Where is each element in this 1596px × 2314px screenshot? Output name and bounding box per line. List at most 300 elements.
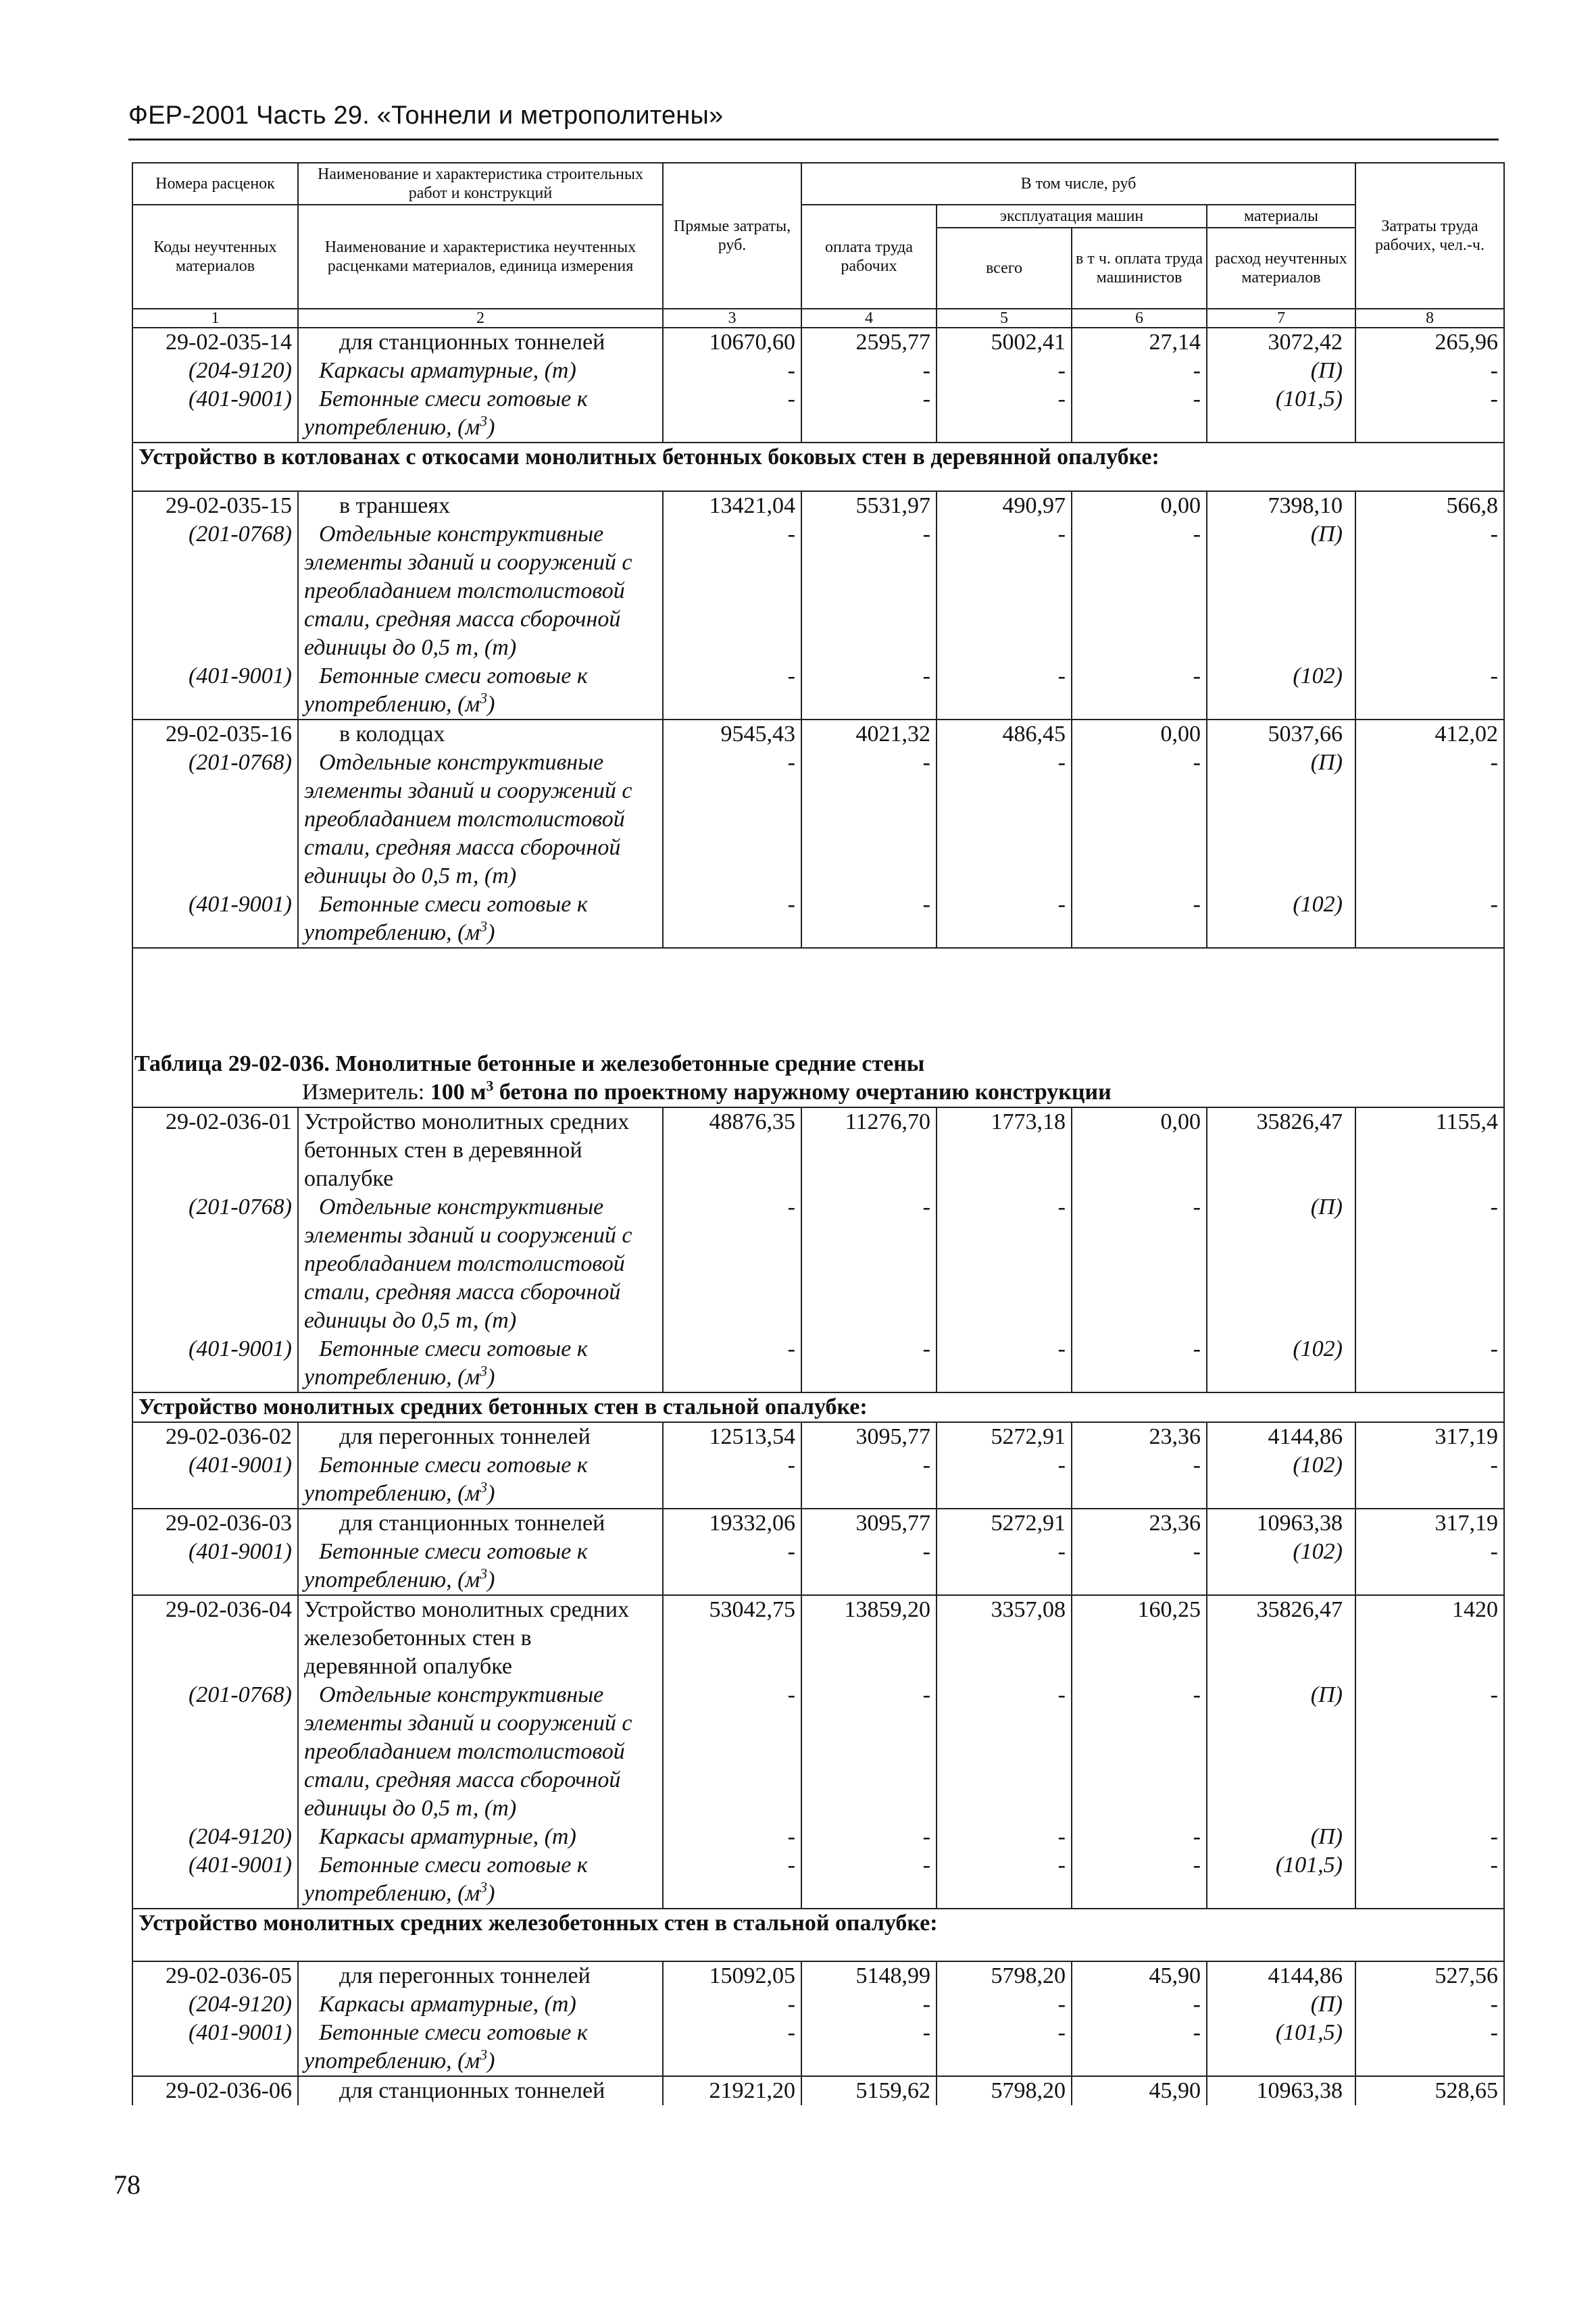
material-code: (401-9001) [132,1851,298,1909]
value-c5: - [937,1823,1072,1851]
material-name [298,890,663,948]
unit-superscript: 3 [480,1362,488,1380]
material-row [132,385,1504,443]
value-c5: 1773,18 [937,1107,1072,1193]
material-code: (401-9001) [132,385,298,443]
value-c3: - [663,520,801,662]
value-c4: - [801,1681,937,1823]
rate-name: в траншеях [298,491,663,520]
value-c6: 0,00 [1072,1107,1207,1193]
value-c3: - [663,890,801,948]
material-row [132,1538,1504,1595]
value-c3: - [663,1681,801,1823]
value-c3: - [663,357,801,385]
value-c5: - [937,1851,1072,1909]
measure-text [430,1080,1112,1105]
column-number: 4 [801,309,937,328]
header-machines: эксплуатация машин [937,205,1207,228]
material-unit-text: употреблению, (м [304,1365,480,1390]
rate-row [132,720,1504,749]
value-c6: 45,90 [1072,2076,1207,2105]
material-name-line [304,1480,657,1508]
material-name-line: преобладанием толстолистовой [304,1251,625,1276]
rate-row [132,1422,1504,1451]
header-machines-total: всего [937,228,1072,309]
measure-value: 100 м [430,1080,487,1105]
value-c3: - [663,2019,801,2076]
value-c8: - [1355,357,1504,385]
value-c4: - [801,1451,937,1509]
unit-superscript: 3 [480,2046,488,2063]
value-c8: - [1355,1823,1504,1851]
unit-close: ) [487,1365,495,1390]
unit-superscript: 3 [480,689,488,707]
value-c6: - [1072,1451,1207,1509]
value-c7: (102) [1207,662,1355,720]
value-c6: 23,36 [1072,1509,1207,1538]
value-c3: - [663,1335,801,1392]
value-c7: (П) [1207,1681,1355,1823]
table-title: Таблица 29-02-036. Монолитные бетонные и железобетонные средние стены [132,1050,1504,1078]
material-code: (401-9001) [132,1451,298,1509]
rate-name: для станционных тоннелей [298,328,663,357]
value-c6: - [1072,1681,1207,1823]
value-c6: - [1072,385,1207,443]
rate-name-line: бетонных стен в деревянной [304,1138,582,1163]
material-name: Каркасы арматурные, (т) [298,1990,663,2019]
value-c8: 527,56 [1355,1961,1504,1990]
value-c4: - [801,662,937,720]
value-c7: 7398,10 [1207,491,1355,520]
rate-name: для станционных тоннелей [298,1509,663,1538]
subheading: Устройство монолитных средних железобетонных стен в стальной опалубке: [132,1909,1504,1961]
material-name [298,749,663,890]
rate-row [132,2076,1504,2105]
header-codes: Коды неучтенных материалов [132,205,298,309]
header-name-top: Наименование и характеристика строительных работ и конструкций [298,163,663,205]
value-c8: 1155,4 [1355,1107,1504,1193]
table-title-row [132,1050,1504,1078]
value-c5: - [937,1990,1072,2019]
value-c5: 5002,41 [937,328,1072,357]
material-row [132,1823,1504,1851]
material-name-line: преобладанием толстолистовой [304,1739,625,1764]
value-c4: 5148,99 [801,1961,937,1990]
value-c4: 5531,97 [801,491,937,520]
material-unit-text: употреблению, (м [304,920,480,945]
header-name-bottom: Наименование и характеристика неучтенных расценками материалов, единица измерения [298,205,663,309]
value-c6: - [1072,520,1207,662]
value-c7: (102) [1207,890,1355,948]
value-c7: 3072,42 [1207,328,1355,357]
material-code: (204-9120) [132,1823,298,1851]
material-code: (204-9120) [132,1990,298,2019]
value-c6: 23,36 [1072,1422,1207,1451]
table-body [132,163,1504,2105]
material-name: Каркасы арматурные, (т) [298,1823,663,1851]
rate-name-line: деревянной опалубке [304,1654,512,1679]
value-c4: - [801,749,937,890]
value-c3: 10670,60 [663,328,801,357]
rate-name: в колодцах [298,720,663,749]
value-c8: - [1355,890,1504,948]
value-c6: - [1072,1851,1207,1909]
value-c4: 5159,62 [801,2076,937,2105]
value-c4: 4021,32 [801,720,937,749]
value-c6: 0,00 [1072,720,1207,749]
column-number: 8 [1355,309,1504,328]
value-c7: 35826,47 [1207,1595,1355,1681]
material-name [298,1538,663,1595]
value-c7: (102) [1207,1538,1355,1595]
value-c3: 15092,05 [663,1961,801,1990]
value-c3: - [663,749,801,890]
material-row [132,890,1504,948]
value-c4: 3095,77 [801,1422,937,1451]
material-name-line [304,2047,657,2076]
unit-close: ) [487,1881,495,1906]
value-c6: - [1072,749,1207,890]
value-c6: 160,25 [1072,1595,1207,1681]
value-c3: - [663,1538,801,1595]
unit-superscript: 3 [480,1878,488,1896]
value-c3: 48876,35 [663,1107,801,1193]
value-c8: - [1355,385,1504,443]
material-name [298,662,663,720]
material-name-line [304,1566,657,1594]
value-c3: - [663,1193,801,1335]
value-c8: - [1355,1451,1504,1509]
value-c7: (П) [1207,357,1355,385]
value-c3: 13421,04 [663,491,801,520]
material-row [132,662,1504,720]
header-materials-use: расход неучтенных материалов [1207,228,1355,309]
material-name-line [304,1880,657,1908]
value-c4: 3095,77 [801,1509,937,1538]
material-name-line: единицы до 0,5 т, (т) [304,1796,517,1821]
page-header-title: ФЕР-2001 Часть 29. «Тоннели и метрополитены» [128,101,724,130]
material-row [132,1681,1504,1823]
material-row [132,2019,1504,2076]
material-code: (401-9001) [132,662,298,720]
measure-row [132,1078,1504,1107]
value-c5: - [937,890,1072,948]
material-row [132,520,1504,662]
material-unit-text: употреблению, (м [304,1481,480,1506]
material-unit-text: употреблению, (м [304,1881,480,1906]
value-c3: - [663,1990,801,2019]
value-c6: - [1072,1538,1207,1595]
material-unit-text: употреблению, (м [304,692,480,717]
value-c4: - [801,1538,937,1595]
header-materials: материалы [1207,205,1355,228]
value-c8: - [1355,1335,1504,1392]
value-c5: - [937,1451,1072,1509]
material-row [132,1451,1504,1509]
subheading: Устройство в котлованах с откосами монолитных бетонных боковых стен в деревянной опалубке: [132,443,1504,491]
value-c6: - [1072,2019,1207,2076]
value-c6: - [1072,1193,1207,1335]
value-c8: - [1355,520,1504,662]
rate-code: 29-02-036-02 [132,1422,298,1451]
material-name-line: элементы зданий и сооружений с [304,550,632,575]
value-c5: - [937,749,1072,890]
material-name-line: стали, средняя масса сборочной [304,835,621,860]
material-name-line [304,413,657,442]
material-name-line: стали, средняя масса сборочной [304,1767,621,1792]
column-number: 3 [663,309,801,328]
unit-close: ) [487,920,495,945]
value-c7: 35826,47 [1207,1107,1355,1193]
header-labor-costs: Затраты труда рабочих, чел.-ч. [1355,163,1504,309]
material-row [132,1335,1504,1392]
material-name-line: единицы до 0,5 т, (т) [304,635,517,660]
value-c7: (102) [1207,1335,1355,1392]
value-c4: - [801,2019,937,2076]
value-c7: (П) [1207,520,1355,662]
value-c8: - [1355,2019,1504,2076]
material-row [132,1193,1504,1335]
value-c5: 5272,91 [937,1509,1072,1538]
value-c5: - [937,1538,1072,1595]
value-c8: - [1355,1851,1504,1909]
material-name-line: Отдельные конструктивные [319,522,604,547]
rate-row [132,328,1504,357]
material-code: (201-0768) [132,1681,298,1823]
rate-name [298,1595,663,1681]
subheading-row [132,1392,1504,1422]
rate-code: 29-02-036-03 [132,1509,298,1538]
page-number: 78 [114,2169,141,2200]
value-c3: - [663,1823,801,1851]
header-rule [128,139,1499,141]
value-c8: 317,19 [1355,1509,1504,1538]
material-name-line [304,690,657,719]
value-c8: 566,8 [1355,491,1504,520]
rate-name-line: Устройство монолитных средних [304,1597,630,1622]
value-c4: 11276,70 [801,1107,937,1193]
material-name-line: элементы зданий и сооружений с [304,1711,632,1736]
value-c5: 5798,20 [937,1961,1072,1990]
material-name [298,2019,663,2076]
value-c5: 5798,20 [937,2076,1072,2105]
material-name-line: Отдельные конструктивные [319,1194,604,1219]
material-row [132,1851,1504,1909]
material-code: (401-9001) [132,1538,298,1595]
header-including: В том числе, руб [801,163,1355,205]
value-c5: 5272,91 [937,1422,1072,1451]
value-c3: 53042,75 [663,1595,801,1681]
value-c4: - [801,357,937,385]
rate-name-line: Устройство монолитных средних [304,1109,630,1134]
material-code: (204-9120) [132,357,298,385]
value-c8: - [1355,1193,1504,1335]
material-code: (201-0768) [132,520,298,662]
value-c7: (101,5) [1207,385,1355,443]
value-c6: 0,00 [1072,491,1207,520]
rate-code: 29-02-036-01 [132,1107,298,1193]
header-machines-wages: в т ч. оплата труда машинистов [1072,228,1207,309]
value-c8: - [1355,749,1504,890]
material-name-line: Бетонные смеси готовые к [319,892,588,917]
header-row-2 [132,205,1504,228]
material-name-line: Бетонные смеси готовые к [319,1453,588,1478]
value-c4: - [801,520,937,662]
column-number: 2 [298,309,663,328]
value-c8: 412,02 [1355,720,1504,749]
header-rates-number: Номера расценок [132,163,298,205]
header-row-1 [132,163,1504,205]
material-name-line: элементы зданий и сооружений с [304,1223,632,1248]
material-name-line: единицы до 0,5 т, (т) [304,863,517,888]
value-c4: 2595,77 [801,328,937,357]
unit-close: ) [487,692,495,717]
value-c5: - [937,2019,1072,2076]
measure-prefix: Измеритель: [302,1080,430,1105]
rate-code: 29-02-035-15 [132,491,298,520]
material-code: (401-9001) [132,890,298,948]
material-row [132,749,1504,890]
subheading-row [132,443,1504,491]
value-c5: - [937,1193,1072,1335]
value-c5: - [937,1681,1072,1823]
value-c3: - [663,1851,801,1909]
value-c8: 1420 [1355,1595,1504,1681]
value-c5: - [937,1335,1072,1392]
material-name [298,1193,663,1335]
value-c8: - [1355,1681,1504,1823]
material-name-line: Бетонные смеси готовые к [319,386,588,411]
material-name-line: Отдельные конструктивные [319,750,604,775]
value-c5: 486,45 [937,720,1072,749]
header-direct-costs: Прямые затраты, руб. [663,163,801,309]
value-c4: - [801,890,937,948]
material-name-line: Бетонные смеси готовые к [319,2020,588,2045]
value-c6: - [1072,1335,1207,1392]
value-c7: 5037,66 [1207,720,1355,749]
value-c5: 3357,08 [937,1595,1072,1681]
spacer [132,948,1504,1050]
header-wages: оплата труда рабочих [801,205,937,309]
rate-code: 29-02-036-06 [132,2076,298,2105]
material-name-line: единицы до 0,5 т, (т) [304,1308,517,1333]
column-number: 7 [1207,309,1355,328]
value-c7: (101,5) [1207,2019,1355,2076]
value-c3: - [663,385,801,443]
value-c3: - [663,1451,801,1509]
column-number: 6 [1072,309,1207,328]
material-name-line: Бетонные смеси готовые к [319,1539,588,1564]
material-name-line: стали, средняя масса сборочной [304,607,621,632]
value-c8: 528,65 [1355,2076,1504,2105]
value-c6: 27,14 [1072,328,1207,357]
rate-name-line: опалубке [304,1166,394,1191]
value-c7: 4144,86 [1207,1961,1355,1990]
rate-name-line: железобетонных стен в [304,1626,532,1651]
rate-name: для перегонных тоннелей [298,1422,663,1451]
rate-code: 29-02-036-05 [132,1961,298,1990]
rate-name [298,1107,663,1193]
rate-row [132,1107,1504,1193]
unit-superscript: 3 [480,1478,488,1496]
material-name-line: преобладанием толстолистовой [304,578,625,603]
value-c4: 13859,20 [801,1595,937,1681]
value-c5: - [937,357,1072,385]
material-unit-text: употреблению, (м [304,415,480,440]
rates-table [132,162,1505,2105]
material-row [132,357,1504,385]
material-name-line: элементы зданий и сооружений с [304,778,632,803]
value-c3: - [663,662,801,720]
material-name [298,1851,663,1909]
value-c7: 4144,86 [1207,1422,1355,1451]
value-c4: - [801,1823,937,1851]
material-code: (201-0768) [132,749,298,890]
value-c4: - [801,1335,937,1392]
value-c3: 9545,43 [663,720,801,749]
material-code: (201-0768) [132,1193,298,1335]
value-c7: 10963,38 [1207,1509,1355,1538]
rate-row [132,491,1504,520]
column-number: 1 [132,309,298,328]
value-c5: 490,97 [937,491,1072,520]
rate-code: 29-02-035-14 [132,328,298,357]
value-c6: 45,90 [1072,1961,1207,1990]
rate-name: для перегонных тоннелей [298,1961,663,1990]
material-name-line: стали, средняя масса сборочной [304,1280,621,1305]
rate-row [132,1595,1504,1681]
material-name: Каркасы арматурные, (т) [298,357,663,385]
spacer-row [132,948,1504,1050]
value-c6: - [1072,1823,1207,1851]
value-c6: - [1072,662,1207,720]
measure-superscript: 3 [486,1078,494,1095]
material-name [298,385,663,443]
rate-name: для станционных тоннелей [298,2076,663,2105]
material-name-line [304,1363,657,1392]
value-c6: - [1072,357,1207,385]
value-c8: 317,19 [1355,1422,1504,1451]
value-c7: (102) [1207,1451,1355,1509]
measure-line [132,1078,1504,1107]
value-c7: (П) [1207,749,1355,890]
unit-superscript: 3 [480,412,488,430]
value-c4: - [801,1851,937,1909]
material-name-line: Бетонные смеси готовые к [319,663,588,688]
value-c4: - [801,1990,937,2019]
material-unit-text: употреблению, (м [304,1567,480,1592]
material-name-line: преобладанием толстолистовой [304,807,625,832]
value-c5: - [937,385,1072,443]
value-c8: - [1355,1990,1504,2019]
value-c8: - [1355,1538,1504,1595]
value-c6: - [1072,890,1207,948]
value-c5: - [937,662,1072,720]
unit-close: ) [487,415,495,440]
value-c8: - [1355,662,1504,720]
value-c3: 19332,06 [663,1509,801,1538]
value-c3: 12513,54 [663,1422,801,1451]
value-c3: 21921,20 [663,2076,801,2105]
value-c7: (П) [1207,1990,1355,2019]
material-name-line: Отдельные конструктивные [319,1682,604,1707]
subheading: Устройство монолитных средних бетонных стен в стальной опалубке: [132,1392,1504,1422]
rate-row [132,1961,1504,1990]
material-name [298,1335,663,1392]
material-name [298,1451,663,1509]
unit-close: ) [487,1567,495,1592]
column-number: 5 [937,309,1072,328]
